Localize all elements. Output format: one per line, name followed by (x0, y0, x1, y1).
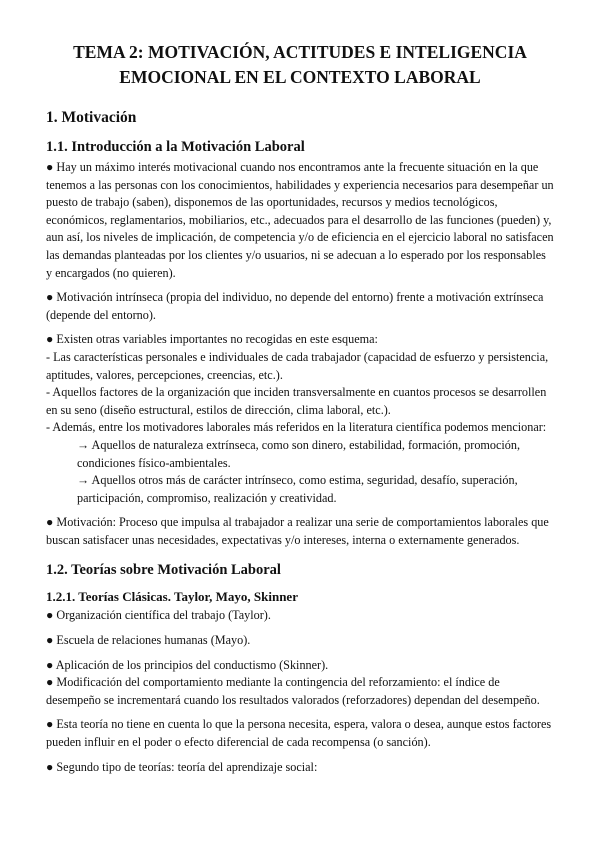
paragraph-otras-variables: ● Existen otras variables importantes no recogidas en este esquema: (46, 332, 378, 347)
document-title (46, 40, 554, 90)
list-item-caracteristicas: - Las características personales e individuales de cada trabajador (capacidad de esfuerzo y persistencia, aptitudes, valores, percepciones, creencias, etc.). (46, 349, 549, 382)
paragraph-interes-motivacional: ● Hay un máximo interés motivacional cuando nos encontramos ante la frecuente situación en la que tenemos a las personas con los conocimientos, habilidades y experiencia necesarios para desempeñar un puesto de trabajo (saben), disponemos de las oportunidades, recursos y medios tecnológicos, económicos, reglamentarios, mobiliarios, etc., adecuados para el desarrollo de las funciones (pueden) y, aun así, los niveles de implicación, de competencia y/o de eficiencia en el ejercicio laboral no satisfacen las demandas planteadas por los clientes y/o usuarios, ni se adecuan a lo esperado por los responsables y encargados (no quieren). (46, 160, 554, 280)
paragraph-definicion-motivacion: ● Motivación: Proceso que impulsa al trabajador a realizar una serie de comportamientos laborales que buscan satisfacer unas necesidades, expectativas y/o intereses, interna o externamente generados. (46, 515, 549, 547)
paragraph-mayo: ● Escuela de relaciones humanas (Mayo). (46, 633, 251, 648)
subsection-heading-introduccion: 1.1. Introducción a la Motivación Laboral (46, 139, 305, 155)
arrow-item-intrinseca: → Aquellos otros más de carácter intrínseco, como estima, seguridad, desafío, superación, participación, compromiso, realización y creatividad. (77, 473, 518, 505)
paragraph-skinner: ● Aplicación de los principios del conductismo (Skinner). (46, 657, 329, 672)
subsection-heading-teorias: 1.2. Teorías sobre Motivación Laboral (46, 562, 281, 579)
paragraph-modificacion-comportamiento: ● Modificación del comportamiento mediante la contingencia del reforzamiento: el índice de desempeño se incrementará cuando los resultados valorados (reforzadores) dependan del desempeño. (46, 675, 540, 707)
paragraph-taylor: ● Organización científica del trabajo (Taylor). (46, 608, 271, 623)
section-heading-motivacion: 1. Motivación (46, 109, 137, 126)
paragraph-teoria-limitaciones: ● Esta teoría no tiene en cuenta lo que la persona necesita, espera, valora o desea, aunque estos factores pueden influir en el poder o efecto diferencial de cada recompensa (o sanción). (46, 717, 552, 750)
paragraph-aprendizaje-social: ● Segundo tipo de teorías: teoría del aprendizaje social: (46, 759, 318, 774)
title-line-2: EMOCIONAL EN EL CONTEXTO LABORAL (119, 67, 481, 87)
title-line-1: TEMA 2: MOTIVACIÓN, ACTITUDES E INTELIGENCIA (73, 42, 527, 62)
list-item-factores-organizacion: - Aquellos factores de la organización que inciden transversalmente en cuantos procesos se desarrollen en su seno (diseño estructural, estilos de dirección, clima laboral, etc.). (46, 385, 547, 417)
subsubsection-heading-clasicas: 1.2.1. Teorías Clásicas. Taylor, Mayo, Skinner (46, 589, 298, 605)
list-item-motivadores: - Además, entre los motivadores laborales más referidos en la literatura científica podemos mencionar: (46, 420, 547, 435)
arrow-item-extrinseca: → Aquellos de naturaleza extrínseca, como son dinero, estabilidad, formación, promoción, condiciones físico-ambientales. (77, 437, 521, 470)
paragraph-motivacion-intrinseca: ● Motivación intrínseca (propia del individuo, no depende del entorno) frente a motivación extrínseca (depende del entorno). (46, 290, 544, 322)
